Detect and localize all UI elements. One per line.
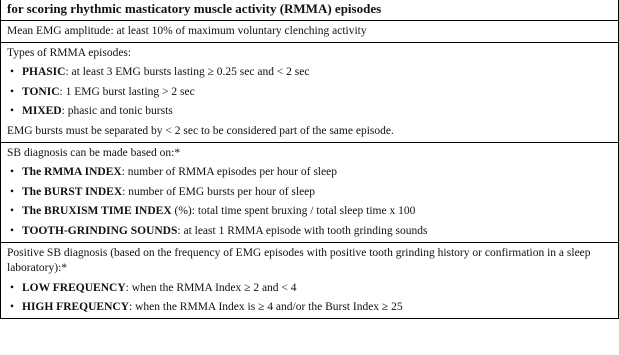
term-label: The BURST INDEX	[22, 185, 123, 198]
amplitude-section	[1, 21, 618, 43]
list-item	[7, 222, 612, 242]
term-description: : number of RMMA episodes per hour of sleep	[121, 166, 337, 179]
types-heading: Types of RMMA episodes:	[7, 46, 132, 59]
bullet-icon: •	[10, 281, 15, 294]
bullet-icon: •	[10, 166, 15, 179]
bullet-icon: •	[10, 205, 15, 218]
bullet-icon: •	[10, 105, 15, 118]
term-description: : 1 EMG burst lasting > 2 sec	[59, 85, 195, 98]
term-label: The BRUXISM TIME INDEX	[22, 205, 172, 218]
term-description: : when the RMMA Index is ≥ 4 and/or the Burst Index ≥ 25	[129, 301, 403, 314]
term-description: : at least 3 EMG bursts lasting ≥ 0.25 sec and < 2 sec	[65, 66, 310, 79]
list-item	[7, 202, 612, 222]
bullet-icon: •	[10, 301, 15, 314]
list-item	[7, 298, 612, 318]
positive-heading: Positive SB diagnosis (based on the frequency of EMG episodes with positive tooth grinding history or confirmation in a sleep laboratory):*	[7, 246, 591, 274]
term-description: : at least 1 RMMA episode with tooth grinding sounds	[177, 224, 428, 237]
types-note: EMG bursts must be separated by < 2 sec to be considered part of the same episode.	[7, 124, 394, 137]
list-item	[7, 83, 612, 103]
bullet-icon: •	[10, 66, 15, 79]
term-label: HIGH FREQUENCY	[22, 301, 130, 314]
term-description: : when the RMMA Index ≥ 2 and < 4	[125, 281, 297, 294]
term-label: MIXED	[22, 105, 62, 118]
term-label: TOOTH-GRINDING SOUNDS	[22, 224, 178, 237]
list-item	[7, 102, 612, 122]
term-label: LOW FREQUENCY	[22, 281, 126, 294]
list-item	[7, 279, 612, 299]
term-description: : phasic and tonic bursts	[61, 105, 173, 118]
positive-diagnosis-section	[1, 243, 618, 318]
term-label: TONIC	[22, 85, 60, 98]
amplitude-text: Mean EMG amplitude: at least 10% of maximum voluntary clenching activity	[7, 25, 367, 37]
term-description: (%): total time spent bruxing / total sleep time x 100	[171, 205, 416, 218]
term-description: : number of EMG bursts per hour of sleep	[122, 185, 316, 198]
diagnosis-heading: SB diagnosis can be made based on:*	[7, 146, 181, 159]
list-item	[7, 63, 612, 83]
term-label: The RMMA INDEX	[22, 166, 122, 179]
table-header: for scoring rhythmic masticatory muscle activity (RMMA) episodes	[1, 0, 618, 21]
bullet-icon: •	[10, 185, 15, 198]
bullet-icon: •	[10, 85, 15, 98]
term-label: PHASIC	[22, 66, 66, 79]
list-item	[7, 183, 612, 203]
types-section	[1, 43, 618, 143]
bullet-icon: •	[10, 224, 15, 237]
list-item	[7, 163, 612, 183]
diagnosis-section	[1, 143, 618, 243]
